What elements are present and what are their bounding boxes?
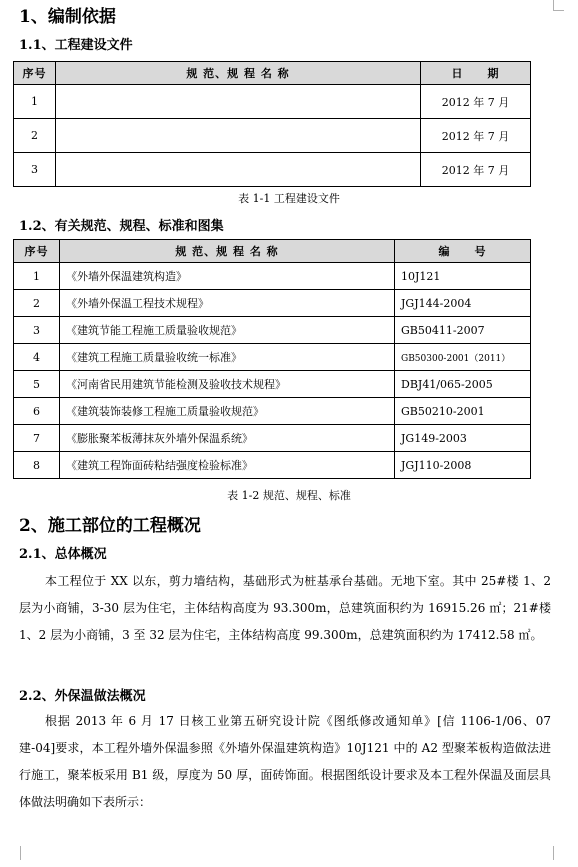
cell-index: 3 — [14, 153, 56, 187]
cell-index: 4 — [14, 344, 60, 371]
page-corner-mark — [14, 846, 21, 860]
table-row — [14, 85, 531, 119]
cell-name — [56, 119, 421, 153]
col-header-date: 日 期 — [421, 62, 531, 85]
table-row — [14, 290, 531, 317]
cell-name: 《建筑装饰装修工程施工质量验收规范》 — [60, 398, 395, 425]
table-row — [14, 398, 531, 425]
section-1-heading: 1、编制依据 — [19, 7, 116, 27]
overview-paragraph: 本工程位于 XX 以东，剪力墙结构，基础形式为桩基承台基础。无地下室。其中 25#楼 1、2 层为小商铺，3-30 层为住宅，主体结构高度为 93.300m，总建筑面积约为 16915.26 ㎡；21#楼 1、2 层为小商铺，3 至 32 层为住宅，主体结构高度 99.300m，总建筑面积约为 17412.58 ㎡。 — [19, 574, 551, 642]
table-row — [14, 153, 531, 187]
cell-index: 1 — [14, 263, 60, 290]
cell-index: 3 — [14, 317, 60, 344]
section-2-heading: 2、施工部位的工程概况 — [19, 516, 201, 536]
cell-code: GB50210-2001 — [395, 398, 531, 425]
cell-code: 10J121 — [395, 263, 531, 290]
col-header-index: 序号 — [14, 240, 60, 263]
section-2-2-heading: 2.2、外保温做法概况 — [19, 689, 146, 704]
table-1-1-caption: 表 1-1 工程建设文件 — [238, 192, 340, 205]
table-1-2-caption: 表 1-2 规范、规程、标准 — [227, 489, 351, 502]
cell-index: 1 — [14, 85, 56, 119]
table-row — [14, 119, 531, 153]
cell-code: JGJ110-2008 — [395, 452, 531, 479]
page-corner-mark — [553, 0, 564, 11]
col-header-index: 序号 — [14, 62, 56, 85]
cell-name: 《建筑工程施工质量验收统一标准》 — [60, 344, 395, 371]
cell-code: GB50411-2007 — [395, 317, 531, 344]
cell-name: 《河南省民用建筑节能检测及验收技术规程》 — [60, 371, 395, 398]
col-header-name: 规 范、规 程 名 称 — [60, 240, 395, 263]
table-header-row — [14, 62, 531, 85]
cell-name: 《建筑节能工程施工质量验收规范》 — [60, 317, 395, 344]
cell-code: GB50300-2001（2011） — [395, 344, 531, 371]
col-header-code: 编 号 — [395, 240, 531, 263]
table-row — [14, 452, 531, 479]
insulation-paragraph: 根据 2013 年 6 月 17 日核工业第五研究设计院《图纸修改通知单》[信 1106-1/06、07 建-04]要求，本工程外墙外保温参照《外墙外保温建筑构造》10J121 中的 A2 型聚苯板构造做法进行施工，聚苯板采用 B1 级，厚度为 50 厚，面砖饰面。根据图纸设计要求及本工程外保温及面层具体做法明确如下表所示： — [19, 714, 551, 809]
cell-name: 《外墙外保温工程技术规程》 — [60, 290, 395, 317]
cell-index: 5 — [14, 371, 60, 398]
section-2-1-heading: 2.1、总体概况 — [19, 547, 107, 562]
table-header-row — [14, 240, 531, 263]
cell-index: 2 — [14, 290, 60, 317]
table-row — [14, 263, 531, 290]
cell-code: JGJ144-2004 — [395, 290, 531, 317]
table-1-2 — [13, 239, 531, 479]
table-row — [14, 425, 531, 452]
cell-index: 6 — [14, 398, 60, 425]
cell-name — [56, 85, 421, 119]
section-1-1-heading: 1.1、工程建设文件 — [19, 38, 133, 53]
cell-code: JG149-2003 — [395, 425, 531, 452]
section-1-2-heading: 1.2、有关规范、规程、标准和图集 — [19, 219, 224, 234]
cell-date: 2012 年 7 月 — [421, 85, 531, 119]
table-row — [14, 371, 531, 398]
cell-index: 7 — [14, 425, 60, 452]
cell-index: 2 — [14, 119, 56, 153]
table-1-1 — [13, 61, 531, 187]
col-header-name: 规 范、规 程 名 称 — [56, 62, 421, 85]
cell-code: DBJ41/065-2005 — [395, 371, 531, 398]
cell-date: 2012 年 7 月 — [421, 119, 531, 153]
table-row — [14, 344, 531, 371]
page-corner-mark — [553, 846, 564, 860]
cell-name: 《膨胀聚苯板薄抹灰外墙外保温系统》 — [60, 425, 395, 452]
cell-name — [56, 153, 421, 187]
cell-name: 《建筑工程饰面砖粘结强度检验标准》 — [60, 452, 395, 479]
cell-name: 《外墙外保温建筑构造》 — [60, 263, 395, 290]
table-row — [14, 317, 531, 344]
cell-index: 8 — [14, 452, 60, 479]
cell-date: 2012 年 7 月 — [421, 153, 531, 187]
